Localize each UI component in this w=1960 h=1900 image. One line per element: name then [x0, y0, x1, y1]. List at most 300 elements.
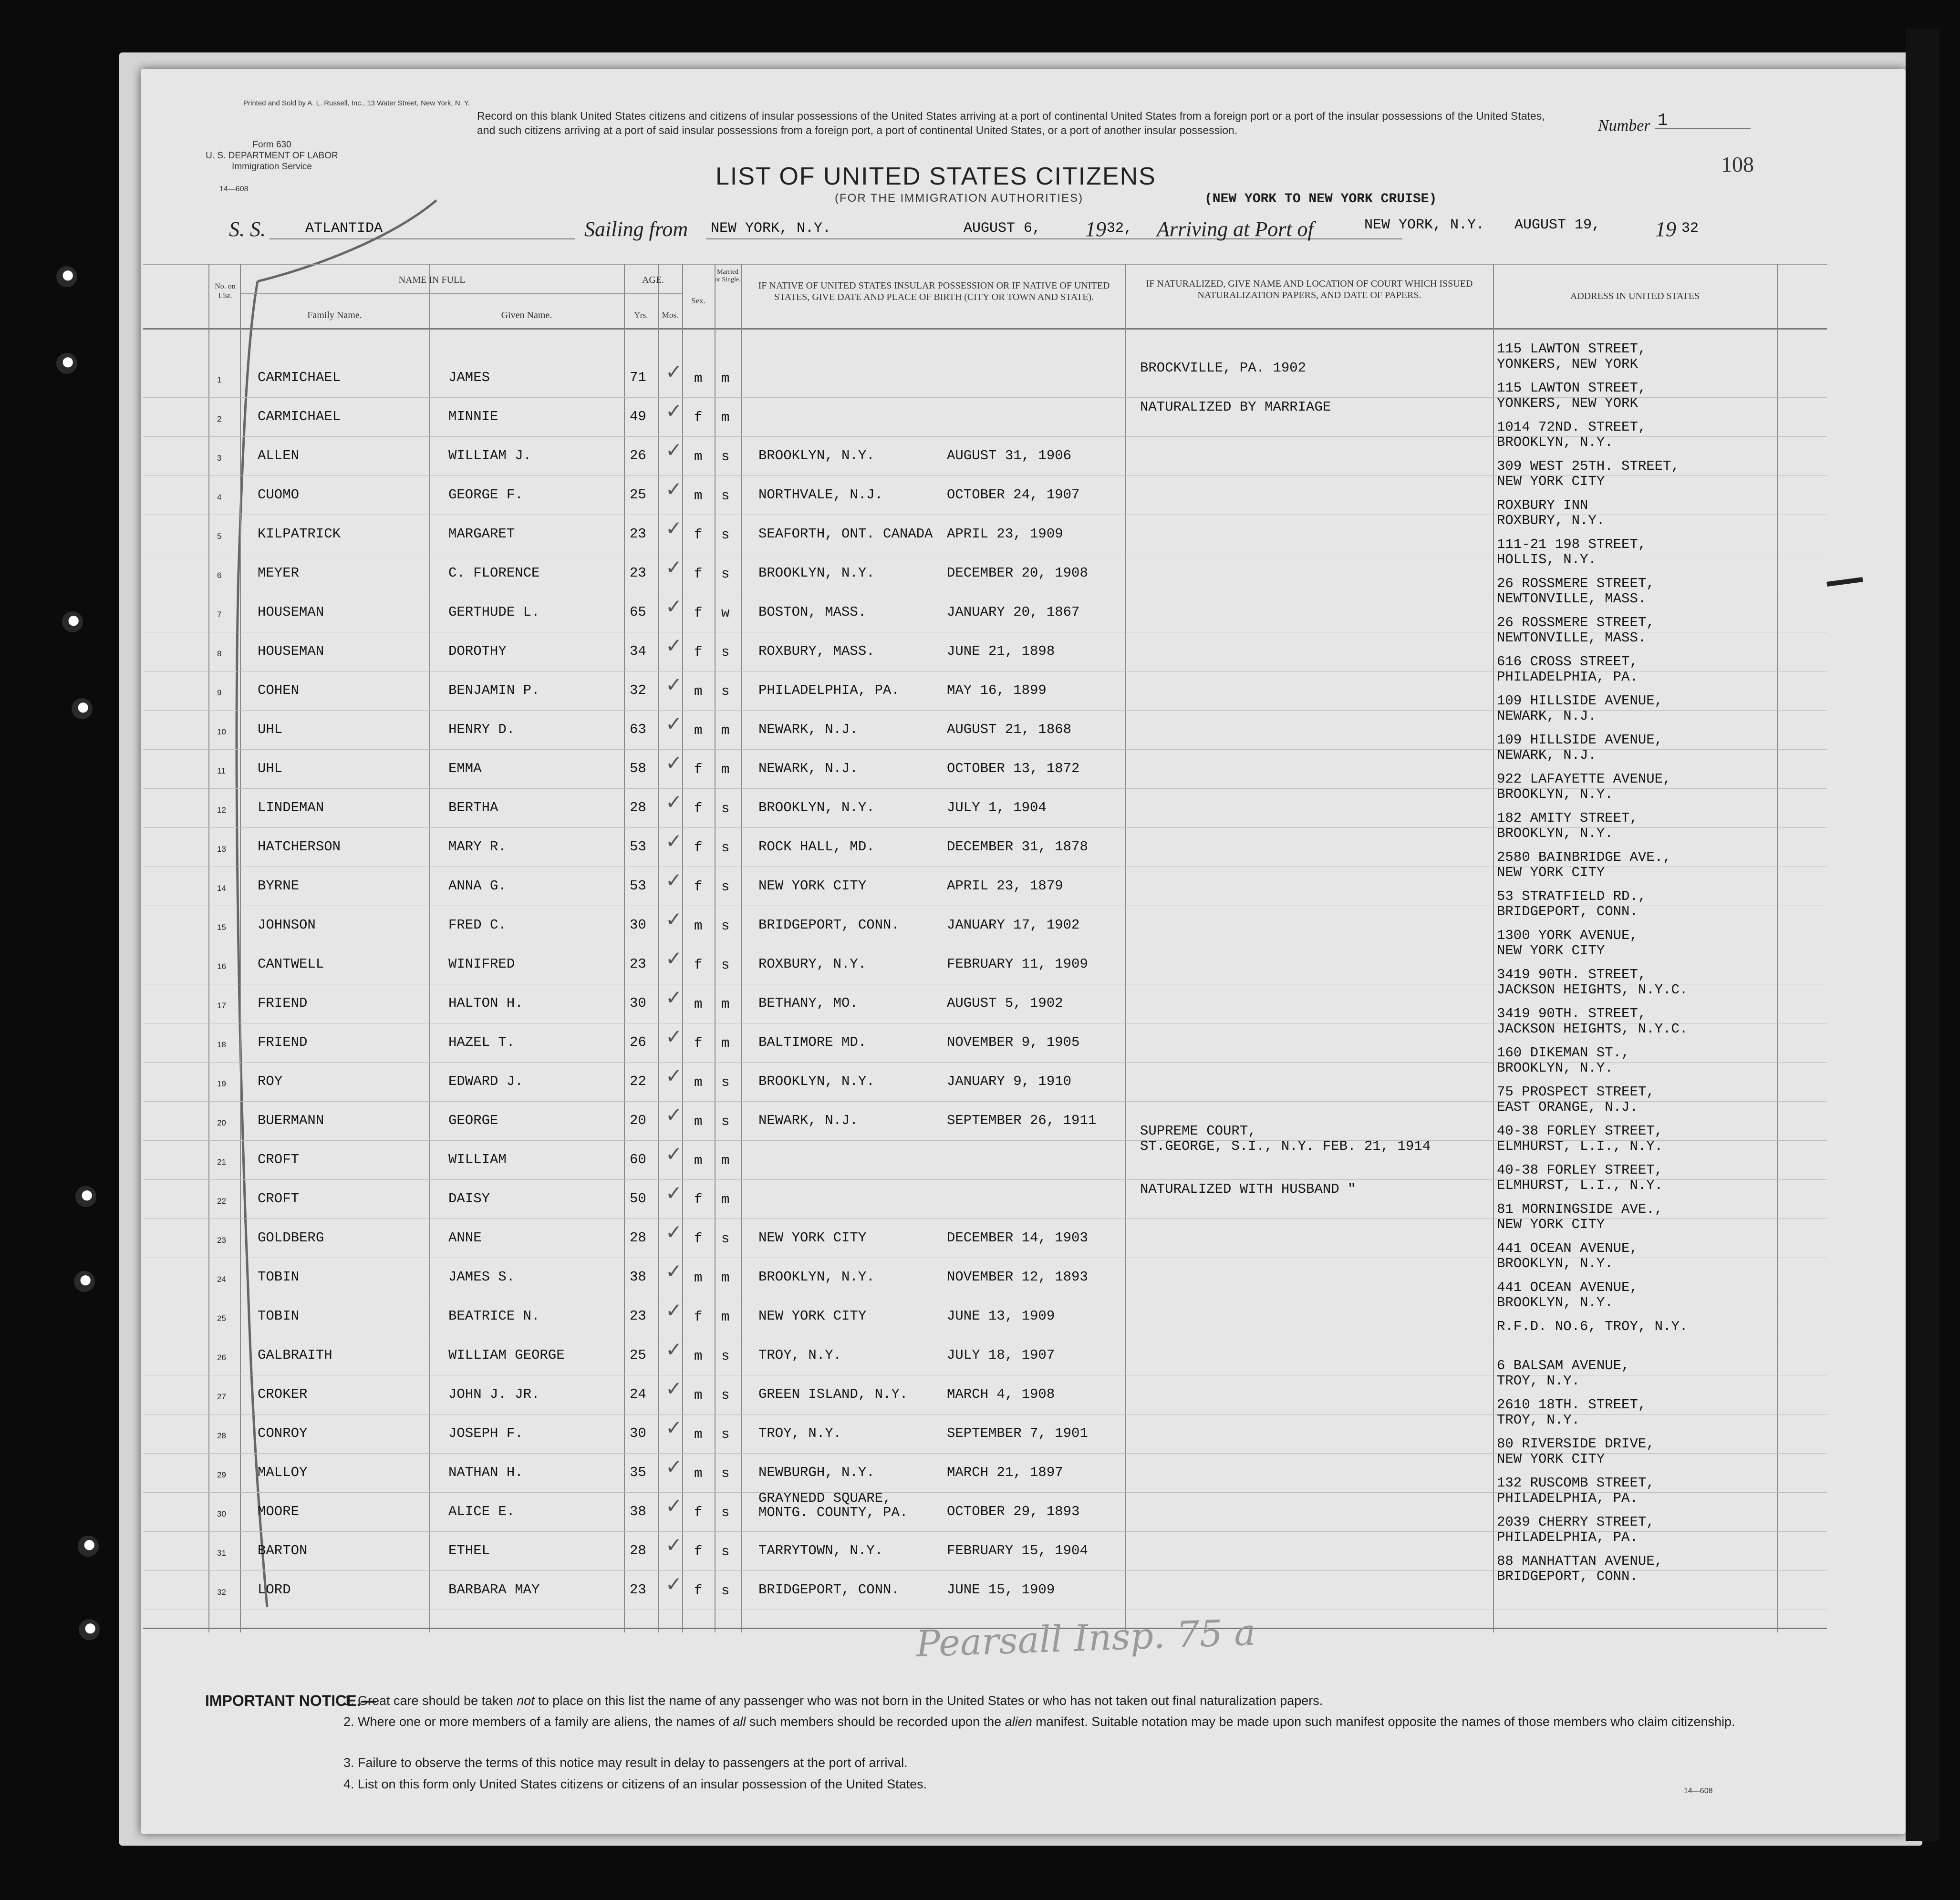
address-line2: NEW YORK CITY: [1497, 474, 1605, 489]
notice-item-2b: such members should be recorded upon the: [746, 1714, 1005, 1729]
birth-place: GRAYNEDD SQUARE,: [758, 1490, 892, 1506]
sex: f: [694, 1192, 703, 1208]
page-number: 108: [1721, 152, 1754, 176]
notice-item-1a: 1. Great care should be taken: [343, 1693, 517, 1708]
sailing-date: AUGUST 6,: [964, 220, 1041, 237]
family-name: CROFT: [258, 1191, 300, 1207]
col-age: AGE.: [642, 275, 664, 285]
notice-item-2-emph-alien: alien: [1005, 1714, 1032, 1729]
sex: f: [694, 957, 703, 973]
birth-date: APRIL 23, 1909: [947, 526, 1063, 542]
sex: f: [694, 1544, 703, 1559]
family-name: CANTWELL: [258, 956, 324, 972]
family-name: HOUSEMAN: [258, 604, 324, 620]
marital-status: s: [721, 918, 730, 934]
check-mark: ✓: [665, 1299, 683, 1322]
family-name: ALLEN: [258, 448, 300, 464]
check-mark: ✓: [665, 712, 683, 735]
given-name: ALICE E.: [448, 1504, 515, 1519]
notice-item-1-emph: not: [517, 1693, 535, 1708]
birth-date: JUNE 13, 1909: [947, 1308, 1055, 1324]
address-line1: 616 CROSS STREET,: [1497, 654, 1638, 670]
check-mark: ✓: [665, 360, 683, 383]
given-name: DAISY: [448, 1191, 490, 1207]
sex: f: [694, 410, 703, 425]
address-line1: 1014 72ND. STREET,: [1497, 419, 1647, 435]
age-years: 28: [630, 1543, 646, 1559]
address-line2: JACKSON HEIGHTS, N.Y.C.: [1497, 982, 1688, 998]
col-divider: [1493, 264, 1494, 1632]
notice-item-4: 4. List on this form only United States citizens or citizens of an insular possession of the United States.: [343, 1777, 927, 1791]
address-line2: BROOKLYN, N.Y.: [1497, 786, 1613, 802]
given-name: MINNIE: [448, 409, 498, 424]
sex: m: [694, 918, 703, 934]
given-name: GERTHUDE L.: [448, 604, 540, 620]
marital-status: m: [721, 1270, 730, 1286]
birth-place: NORTHVALE, N.J.: [758, 487, 883, 503]
address-line2: BRIDGEPORT, CONN.: [1497, 1569, 1638, 1584]
family-name: UHL: [258, 722, 283, 737]
col-divider: [240, 264, 241, 1632]
check-mark: ✓: [665, 1455, 683, 1478]
check-mark: ✓: [665, 1260, 683, 1283]
sex: m: [694, 371, 703, 386]
address-line1: 26 ROSSMERE STREET,: [1497, 576, 1655, 591]
row-number: 25: [217, 1314, 226, 1323]
family-name: MEYER: [258, 565, 300, 581]
address-line1: R.F.D. NO.6, TROY, N.Y.: [1497, 1319, 1688, 1334]
check-mark: ✓: [665, 399, 683, 423]
birth-date: JULY 18, 1907: [947, 1347, 1055, 1363]
family-name: MOORE: [258, 1504, 300, 1519]
given-name: GEORGE F.: [448, 487, 523, 503]
address-line2: PHILADELPHIA, PA.: [1497, 1529, 1638, 1545]
marital-status: s: [721, 1348, 730, 1364]
age-years: 49: [630, 409, 646, 424]
birth-place: ROXBURY, MASS.: [758, 643, 875, 659]
birth-date: JUNE 15, 1909: [947, 1582, 1055, 1598]
naturalization: BROCKVILLE, PA. 1902: [1140, 360, 1307, 376]
row-number: 5: [217, 532, 222, 541]
check-mark: ✓: [665, 908, 683, 931]
form-label: Form 630: [252, 140, 291, 150]
col-name-in-full: NAME IN FULL: [398, 275, 466, 285]
page-title: LIST OF UNITED STATES CITIZENS: [716, 163, 1156, 190]
given-name: HALTON H.: [448, 995, 523, 1011]
sex: f: [694, 644, 703, 660]
family-name: CARMICHAEL: [258, 370, 341, 385]
row-number: 11: [217, 766, 226, 775]
col-divider: [1125, 264, 1126, 1632]
birth-date: JANUARY 17, 1902: [947, 917, 1080, 933]
address-line2: NEWTONVILLE, MASS.: [1497, 630, 1647, 646]
birth-date: MARCH 4, 1908: [947, 1386, 1055, 1402]
address-line2: YONKERS, NEW YORK: [1497, 356, 1638, 372]
birth-place: BROOKLYN, N.Y.: [758, 1074, 875, 1089]
check-mark: ✓: [665, 438, 683, 462]
row-number: 31: [217, 1549, 226, 1558]
col-sex: Sex.: [691, 296, 705, 305]
family-name: UHL: [258, 761, 283, 776]
address-line2: BROOKLYN, N.Y.: [1497, 1060, 1613, 1076]
sex: f: [694, 605, 703, 621]
check-mark: ✓: [665, 1533, 683, 1557]
table-header-rule: [143, 328, 1827, 330]
age-years: 24: [630, 1386, 646, 1402]
address-line1: 160 DIKEMAN ST.,: [1497, 1045, 1630, 1061]
age-years: 23: [630, 565, 646, 581]
marital-status: m: [721, 723, 730, 738]
check-mark: ✓: [665, 1338, 683, 1361]
birth-place: TROY, N.Y.: [758, 1425, 842, 1441]
given-name: WILLIAM GEORGE: [448, 1347, 565, 1363]
check-mark: ✓: [665, 673, 683, 696]
row-number: 18: [217, 1040, 226, 1049]
birth-place: BETHANY, MO.: [758, 995, 858, 1011]
address-line2: YONKERS, NEW YORK: [1497, 395, 1638, 411]
row-number: 30: [217, 1509, 226, 1518]
col-divider: [741, 264, 742, 1632]
birth-date: FEBRUARY 15, 1904: [947, 1543, 1088, 1559]
family-name: LORD: [258, 1582, 291, 1598]
check-mark: ✓: [665, 1064, 683, 1087]
col-given: Given Name.: [501, 310, 552, 320]
marital-status: s: [721, 840, 730, 856]
birth-date: OCTOBER 29, 1893: [947, 1504, 1080, 1519]
row-number: 14: [217, 884, 226, 893]
marital-status: m: [721, 1192, 730, 1208]
family-name: HATCHERSON: [258, 839, 341, 855]
row-number: 20: [217, 1118, 226, 1127]
col-yrs: Yrs.: [634, 310, 648, 320]
footer-form-code: 14—608: [1684, 1787, 1713, 1795]
arriving-port: NEW YORK, N.Y.: [1364, 217, 1485, 233]
address-line2: ELMHURST, L.I., N.Y.: [1497, 1138, 1663, 1154]
family-name: CONROY: [258, 1425, 308, 1441]
row-number: 7: [217, 610, 222, 619]
birth-date: JULY 1, 1904: [947, 800, 1047, 816]
birth-place: NEWARK, N.J.: [758, 1113, 858, 1128]
row-number: 24: [217, 1275, 226, 1284]
row-number: 23: [217, 1236, 226, 1245]
age-years: 23: [630, 956, 646, 972]
sex: m: [694, 1466, 703, 1481]
sex: m: [694, 449, 703, 465]
given-name: JOSEPH F.: [448, 1425, 523, 1441]
col-divider: [658, 264, 659, 1632]
sex: f: [694, 762, 703, 777]
given-name: ANNE: [448, 1230, 482, 1246]
birth-place: NEW YORK CITY: [758, 1308, 867, 1324]
family-name: GOLDBERG: [258, 1230, 324, 1246]
address-line2: BROOKLYN, N.Y.: [1497, 1256, 1613, 1271]
sex: f: [694, 566, 703, 582]
family-name: FRIEND: [258, 995, 308, 1011]
birth-place: BROOKLYN, N.Y.: [758, 448, 875, 464]
col-divider: [429, 264, 430, 1632]
arriving-label: Arriving at Port of: [1157, 217, 1314, 241]
sex: m: [694, 1348, 703, 1364]
marital-status: s: [721, 957, 730, 973]
page-subtitle: (FOR THE IMMIGRATION AUTHORITIES): [835, 192, 1084, 205]
birth-date: JUNE 21, 1898: [947, 643, 1055, 659]
row-number: 8: [217, 649, 222, 658]
row-number: 27: [217, 1392, 226, 1401]
birth-date: SEPTEMBER 26, 1911: [947, 1113, 1097, 1128]
age-years: 30: [630, 1425, 646, 1441]
address-line2: TROY, N.Y.: [1497, 1373, 1580, 1389]
birth-date: DECEMBER 14, 1903: [947, 1230, 1088, 1246]
row-number: 32: [217, 1588, 226, 1597]
given-name: BENJAMIN P.: [448, 682, 540, 698]
age-years: 63: [630, 722, 646, 737]
row-number: 4: [217, 493, 222, 502]
row-number: 28: [217, 1431, 226, 1440]
birth-place: GREEN ISLAND, N.Y.: [758, 1386, 908, 1402]
notice-item-2a: 2. Where one or more members of a family are aliens, the names of: [343, 1714, 733, 1729]
notice-item-2: [343, 1714, 1751, 1729]
age-years: 38: [630, 1504, 646, 1519]
family-name: ROY: [258, 1074, 283, 1089]
col-family: Family Name.: [307, 310, 362, 320]
age-years: 28: [630, 800, 646, 816]
row-number: 6: [217, 571, 222, 580]
sex: m: [694, 1114, 703, 1129]
age-years: 23: [630, 526, 646, 542]
check-mark: ✓: [665, 477, 683, 501]
age-years: 35: [630, 1465, 646, 1480]
check-mark: ✓: [665, 1416, 683, 1439]
given-name: NATHAN H.: [448, 1465, 523, 1480]
address-line2: ROXBURY, N.Y.: [1497, 513, 1605, 528]
marital-status: s: [721, 1231, 730, 1247]
birth-place: NEWBURGH, N.Y.: [758, 1465, 875, 1480]
row-number: 9: [217, 688, 222, 697]
family-name: CUOMO: [258, 487, 300, 503]
marital-status: m: [721, 996, 730, 1012]
age-years: 20: [630, 1113, 646, 1128]
age-years: 22: [630, 1074, 646, 1089]
address-line1: 2610 18TH. STREET,: [1497, 1397, 1647, 1413]
sex: m: [694, 1153, 703, 1168]
address-line1: 88 MANHATTAN AVENUE,: [1497, 1553, 1663, 1569]
inspector-note: Pearsall Insp. 75 a: [915, 1611, 1256, 1665]
row-number: 15: [217, 923, 226, 932]
arriving-date: AUGUST 19,: [1514, 217, 1601, 233]
col-married: Married or Single.: [715, 268, 741, 283]
address-line2: BROOKLYN, N.Y.: [1497, 1295, 1613, 1311]
address-line2: NEW YORK CITY: [1497, 865, 1605, 880]
notice-title: IMPORTANT NOTICE.—: [205, 1692, 376, 1709]
birth-place: ROCK HALL, MD.: [758, 839, 875, 855]
sex: m: [694, 1426, 703, 1442]
family-name: COHEN: [258, 682, 300, 698]
birth-place: BOSTON, MASS.: [758, 604, 867, 620]
check-mark: ✓: [665, 868, 683, 892]
birth-place: NEW YORK CITY: [758, 878, 867, 894]
sex: m: [694, 683, 703, 699]
col-divider: [1777, 264, 1778, 1632]
address-line2: NEW YORK CITY: [1497, 943, 1605, 959]
marital-status: s: [721, 683, 730, 699]
given-name: MARY R.: [448, 839, 507, 855]
sex: m: [694, 1074, 703, 1090]
age-years: 25: [630, 1347, 646, 1363]
marital-status: m: [721, 762, 730, 777]
sex: f: [694, 1583, 703, 1599]
given-name: ANNA G.: [448, 878, 507, 894]
family-name: HOUSEMAN: [258, 643, 324, 659]
address-line1: 182 AMITY STREET,: [1497, 810, 1638, 826]
address-line2: JACKSON HEIGHTS, N.Y.C.: [1497, 1021, 1688, 1037]
given-name: BEATRICE N.: [448, 1308, 540, 1324]
check-mark: ✓: [665, 556, 683, 579]
birth-place: BROOKLYN, N.Y.: [758, 800, 875, 816]
family-name: GALBRAITH: [258, 1347, 332, 1363]
age-years: 58: [630, 761, 646, 776]
address-line2: NEW YORK CITY: [1497, 1217, 1605, 1232]
birth-date: JANUARY 20, 1867: [947, 604, 1080, 620]
address-line1: 109 HILLSIDE AVENUE,: [1497, 693, 1663, 709]
age-subrule: [624, 293, 682, 294]
address-line1: 75 PROSPECT STREET,: [1497, 1084, 1655, 1100]
check-mark: ✓: [665, 790, 683, 814]
printer-line: Printed and Sold by A. L. Russell, Inc., 13 Water Street, New York, N. Y.: [243, 99, 470, 107]
birth-date: AUGUST 21, 1868: [947, 722, 1072, 737]
birth-place: TARRYTOWN, N.Y.: [758, 1543, 883, 1559]
marital-status: s: [721, 1505, 730, 1520]
given-name: WILLIAM: [448, 1152, 507, 1167]
family-name: MALLOY: [258, 1465, 308, 1480]
family-name: TOBIN: [258, 1269, 300, 1285]
address-line2: PHILADELPHIA, PA.: [1497, 669, 1638, 685]
family-name: TOBIN: [258, 1308, 300, 1324]
col-divider: [208, 264, 209, 1632]
ss-label: S. S.: [229, 217, 266, 241]
age-years: 25: [630, 487, 646, 503]
birth-place: BROOKLYN, N.Y.: [758, 565, 875, 581]
age-years: 23: [630, 1308, 646, 1324]
marital-status: s: [721, 644, 730, 660]
address-line1: 40-38 FORLEY STREET,: [1497, 1123, 1663, 1139]
birth-place: NEWARK, N.J.: [758, 761, 858, 776]
row-number: 19: [217, 1079, 226, 1088]
check-mark: ✓: [665, 751, 683, 774]
age-years: 30: [630, 917, 646, 933]
marital-status: s: [721, 488, 730, 504]
row-number: 29: [217, 1470, 226, 1479]
address-line1: 2039 CHERRY STREET,: [1497, 1514, 1655, 1530]
address-line2: ELMHURST, L.I., N.Y.: [1497, 1177, 1663, 1193]
address-line2: HOLLIS, N.Y.: [1497, 552, 1597, 568]
row-number: 13: [217, 845, 226, 854]
birth-place: BALTIMORE MD.: [758, 1034, 867, 1050]
given-name: BARBARA MAY: [448, 1582, 540, 1598]
birth-date: APRIL 23, 1879: [947, 878, 1063, 894]
col-divider: [715, 264, 716, 1632]
age-years: 38: [630, 1269, 646, 1285]
given-name: C. FLORENCE: [448, 565, 540, 581]
marital-status: s: [721, 1426, 730, 1442]
col-address: ADDRESS IN UNITED STATES: [1570, 291, 1700, 301]
naturalization: SUPREME COURT,: [1140, 1123, 1256, 1139]
age-years: 26: [630, 1034, 646, 1050]
table-top-rule: [143, 264, 1827, 265]
sex: f: [694, 1309, 703, 1325]
age-years: 53: [630, 878, 646, 894]
birth-date: AUGUST 31, 1906: [947, 448, 1072, 464]
sex: m: [694, 488, 703, 504]
birth-date: MAY 16, 1899: [947, 682, 1047, 698]
naturalization: NATURALIZED BY MARRIAGE: [1140, 399, 1331, 415]
birth-date: MARCH 21, 1897: [947, 1465, 1063, 1480]
address-line1: 53 STRATFIELD RD.,: [1497, 888, 1647, 904]
address-line1: 6 BALSAM AVENUE,: [1497, 1358, 1630, 1373]
address-line1: 3419 90TH. STREET,: [1497, 967, 1647, 982]
birth-place-line2: MONTG. COUNTY, PA.: [758, 1505, 908, 1520]
notice-item-1: [343, 1693, 1751, 1708]
birth-date: NOVEMBER 9, 1905: [947, 1034, 1080, 1050]
row-number: 3: [217, 454, 222, 463]
address-line1: 109 HILLSIDE AVENUE,: [1497, 732, 1663, 748]
address-line1: 115 LAWTON STREET,: [1497, 341, 1647, 357]
marital-status: s: [721, 566, 730, 582]
address-line1: 26 ROSSMERE STREET,: [1497, 615, 1655, 630]
birth-date: JANUARY 9, 1910: [947, 1074, 1072, 1089]
sex: f: [694, 879, 703, 895]
marital-status: s: [721, 801, 730, 816]
birth-place: NEW YORK CITY: [758, 1230, 867, 1246]
given-name: EMMA: [448, 761, 482, 776]
age-years: 32: [630, 682, 646, 698]
given-name: HAZEL T.: [448, 1034, 515, 1050]
birth-date: DECEMBER 31, 1878: [947, 839, 1088, 855]
marital-status: m: [721, 1035, 730, 1051]
sailing-port: NEW YORK, N.Y.: [711, 220, 831, 237]
given-name: WILLIAM J.: [448, 448, 532, 464]
ship-name: ATLANTIDA: [305, 220, 383, 237]
check-mark: ✓: [665, 516, 683, 540]
address-line1: 2580 BAINBRIDGE AVE.,: [1497, 849, 1671, 865]
address-line1: 309 WEST 25TH. STREET,: [1497, 458, 1680, 474]
marital-status: s: [721, 1114, 730, 1129]
family-name: BYRNE: [258, 878, 300, 894]
address-line1: 922 LAFAYETTE AVENUE,: [1497, 771, 1671, 787]
birth-date: SEPTEMBER 7, 1901: [947, 1425, 1088, 1441]
birth-place: BROOKLYN, N.Y.: [758, 1269, 875, 1285]
age-years: 28: [630, 1230, 646, 1246]
sex: f: [694, 1035, 703, 1051]
age-years: 50: [630, 1191, 646, 1207]
age-years: 60: [630, 1152, 646, 1167]
address-line2: BRIDGEPORT, CONN.: [1497, 904, 1638, 919]
address-line2: BROOKLYN, N.Y.: [1497, 434, 1613, 450]
birth-date: OCTOBER 13, 1872: [947, 761, 1080, 776]
sex: f: [694, 1231, 703, 1247]
number-value: 1: [1658, 111, 1668, 130]
family-name: BARTON: [258, 1543, 308, 1559]
family-name: BUERMANN: [258, 1113, 324, 1128]
sex: m: [694, 1387, 703, 1403]
address-line2: PHILADELPHIA, PA.: [1497, 1490, 1638, 1506]
naturalization-line2: ST.GEORGE, S.I., N.Y. FEB. 21, 1914: [1140, 1138, 1431, 1154]
row-number: 26: [217, 1353, 226, 1362]
birth-date: NOVEMBER 12, 1893: [947, 1269, 1088, 1285]
age-years: 65: [630, 604, 646, 620]
address-line2: NEWTONVILLE, MASS.: [1497, 591, 1647, 607]
birth-date: FEBRUARY 11, 1909: [947, 956, 1088, 972]
service-label: Immigration Service: [232, 162, 312, 172]
